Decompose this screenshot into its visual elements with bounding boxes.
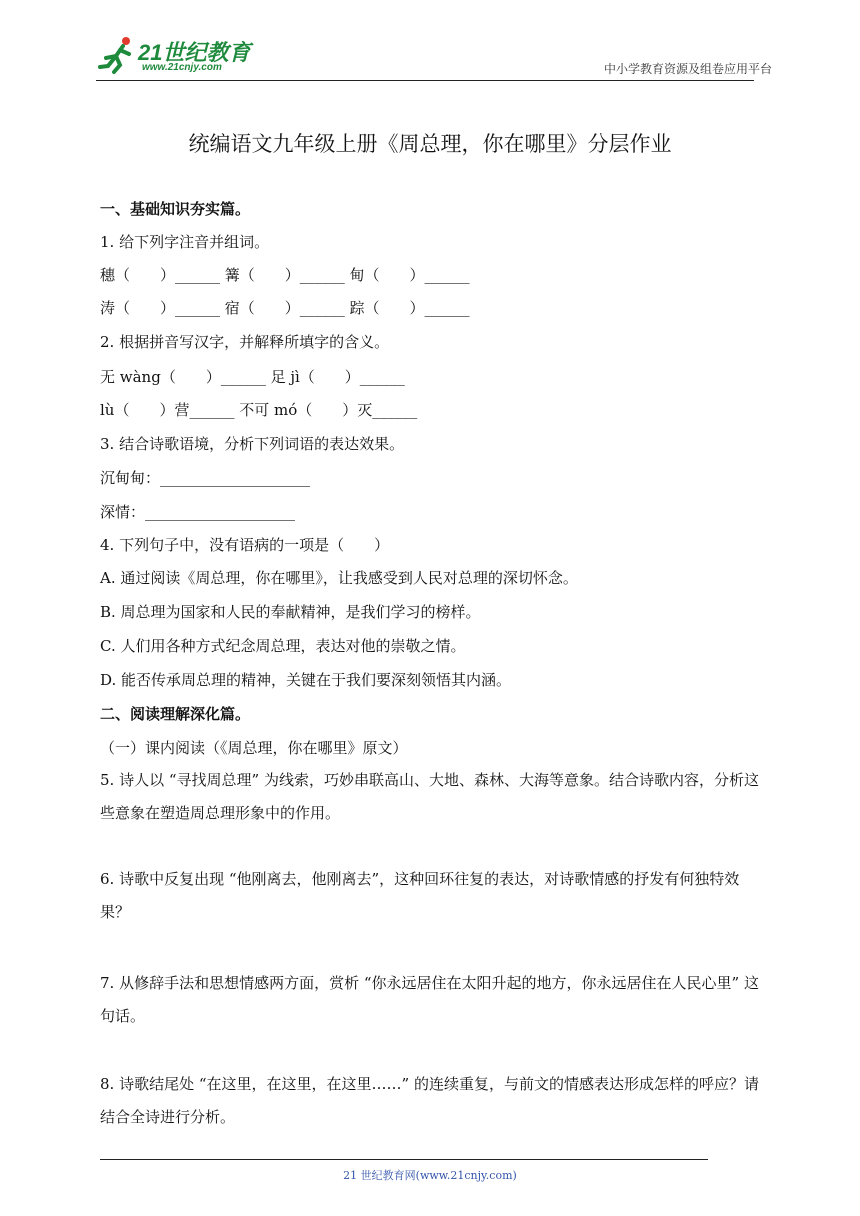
logo-url: www.21cnjy.com [142, 62, 222, 73]
section-heading-1: 一、基础知识夯实篇。 [100, 200, 251, 218]
runner-logo-icon [96, 34, 140, 78]
question-3-item-b: 深情：____________________ [100, 503, 296, 521]
reading-subheading: （一）课内阅读（《周总理，你在哪里》原文） [100, 739, 408, 757]
page-header [0, 0, 860, 90]
question-3: 3. 结合诗歌语境，分析下列词语的表达效果。 [100, 435, 405, 453]
question-1-row-1: 穗（ ）______ 篝（ ）______ 甸（ ）______ [100, 266, 470, 284]
question-7: 7. 从修辞手法和思想情感两方面，赏析 “你永远居住在太阳升起的地方，你永远居住在人民心里” 这句话。 [100, 974, 759, 1025]
option-a: A. 通过阅读《周总理，你在哪里》，让我感受到人民对总理的深切怀念。 [100, 569, 578, 587]
header-slogan: 中小学教育资源及组卷应用平台 [603, 62, 772, 76]
question-2: 2. 根据拼音写汉字，并解释所填字的含义。 [100, 333, 390, 351]
logo-text: 21世纪教育 [138, 40, 251, 65]
question-3-item-a: 沉甸甸：____________________ [100, 469, 311, 487]
section-heading-2: 二、阅读理解深化篇。 [100, 705, 251, 723]
question-1-row-2: 涛（ ）______ 宿（ ）______ 踪（ ）______ [100, 299, 470, 317]
option-b: B. 周总理为国家和人民的奉献精神，是我们学习的榜样。 [100, 603, 481, 621]
logo[interactable] [96, 34, 266, 78]
question-1: 1. 给下列字注音并组词。 [100, 233, 270, 251]
question-5: 5. 诗人以 “寻找周总理” 为线索，巧妙串联高山、大地、森林、大海等意象。结合诗歌内容，分析这些意象在塑造周总理形象中的作用。 [100, 771, 759, 822]
question-6: 6. 诗歌中反复出现 “他刚离去，他刚离去”，这种回环往复的表达，对诗歌情感的抒发有何独特效果？ [100, 870, 740, 921]
header-divider [96, 80, 754, 81]
question-4: 4. 下列句子中，没有语病的一项是（ ） [100, 536, 390, 554]
option-c: C. 人们用各种方式纪念周总理，表达对他的崇敬之情。 [100, 637, 466, 655]
question-8: 8. 诗歌结尾处 “在这里，在这里，在这里……” 的连续重复，与前文的情感表达形成怎样的呼应？请结合全诗进行分析。 [100, 1075, 759, 1126]
question-2-row-2: lù（ ）营______ 不可 mó（ ）灭______ [100, 401, 418, 419]
question-2-row-1: 无 wàng（ ）______ 足 jì（ ）______ [100, 368, 405, 386]
page-title: 统编语文九年级上册《周总理，你在哪里》分层作业 [188, 132, 672, 156]
footer-link[interactable]: 21 世纪教育网(www.21cnjy.com) [343, 1169, 517, 1182]
option-d: D. 能否传承周总理的精神，关键在于我们要深刻领悟其内涵。 [100, 671, 512, 689]
footer-divider [100, 1159, 708, 1160]
